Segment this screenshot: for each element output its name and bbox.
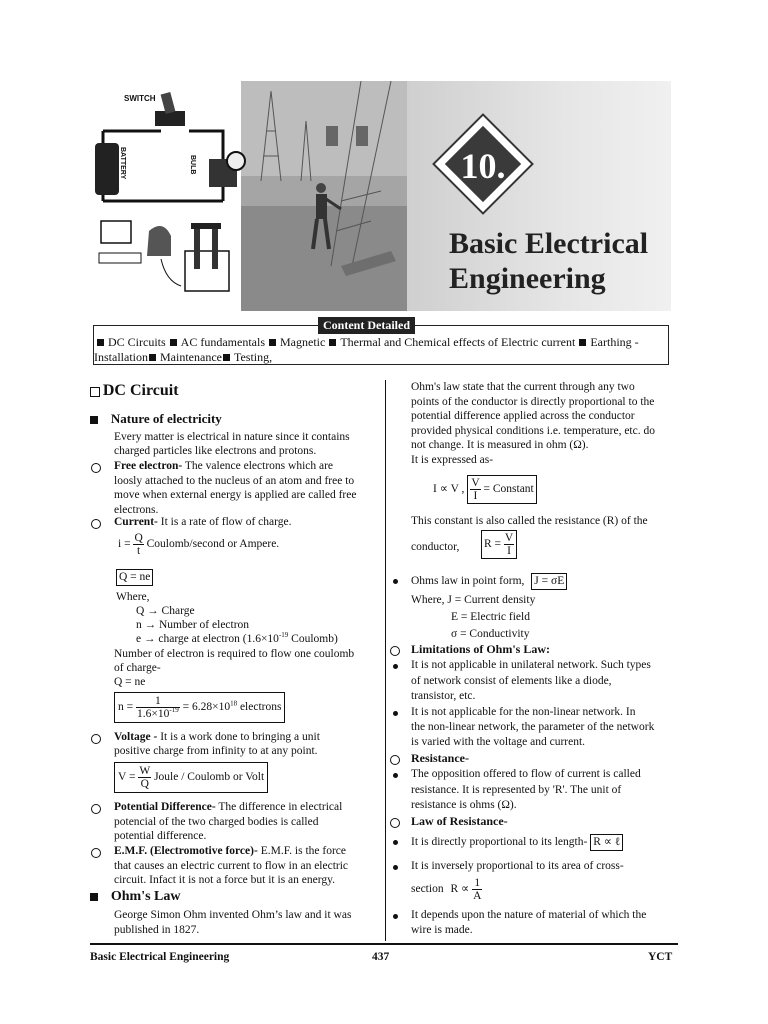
dot-bullet-icon: [393, 914, 398, 919]
text-line: E.M.F. (Electromotive force)- E.M.F. is the force: [114, 845, 346, 857]
text-line: Voltage - It is a work done to bringing a unit: [114, 731, 320, 743]
footer-publisher: YCT: [648, 951, 673, 963]
circle-bullet-icon: [91, 463, 101, 473]
boxed-equation-r: R = $\frac{V}{I}$: [481, 530, 517, 559]
chapter-title: [449, 226, 648, 296]
chapter-title-line2: Engineering: [449, 262, 606, 295]
chapter-number: 10.: [460, 146, 506, 186]
square-bullet-icon: [329, 339, 336, 346]
circle-bullet-icon: [390, 755, 400, 765]
text-line: It depends upon the nature of material of which the: [411, 909, 647, 921]
text-line: points of the conductor is directly proportional to the: [411, 396, 655, 408]
topic-item: Installation: [94, 350, 148, 364]
text-line: The opposition offered to flow of current is called: [411, 768, 641, 780]
text-line: Ohm's law state that the current through any two: [411, 381, 635, 393]
chapter-title-line1: Basic Electrical: [449, 227, 649, 260]
heading-resistance: Resistance-: [411, 751, 469, 765]
heading-limitations: Limitations of Ohm's Law:: [411, 642, 551, 656]
boxed-equation-q: Q = ne: [116, 569, 153, 586]
text-line: potential difference.: [114, 830, 207, 842]
svg-text:BULB: BULB: [189, 155, 196, 175]
text-line: resistance. It is represented by 'R'. The unit of: [411, 784, 622, 796]
boxed-equation-n: n = $\frac{1}{1.6\times 10^{-19}}$ = $6.28\times 10^{18}$ electrons: [114, 692, 285, 723]
dot-bullet-icon: [393, 711, 398, 716]
square-bullet-icon: [223, 354, 230, 361]
dot-bullet-icon: [393, 579, 398, 584]
text-line: This constant is also called the resistance (R) of the: [411, 515, 648, 527]
text-line: charged particles like electrons and protons.: [114, 445, 317, 457]
topic-item: Magnetic: [280, 335, 326, 349]
text-line: Current- It is a rate of flow of charge.: [114, 516, 292, 528]
square-bullet-icon: [269, 339, 276, 346]
text-line: that causes an electric current to flow in an electric: [114, 860, 349, 872]
text-line: section R ∝ $\frac{1}{A}$: [411, 877, 482, 902]
dot-bullet-icon: [393, 664, 398, 669]
text-line: of network consist of elements like a diode,: [411, 675, 612, 687]
text-line: of charge-: [114, 662, 161, 674]
text-line: n → Number of electron: [136, 619, 250, 631]
topic-item: Testing,: [233, 350, 273, 364]
text-line: Where,: [116, 591, 150, 603]
text-line: It is inversely proportional to its area of cross-: [411, 860, 624, 872]
circle-bullet-icon: [91, 804, 101, 814]
svg-text:BATTERY: BATTERY: [119, 147, 126, 180]
text-line: published in 1827.: [114, 924, 200, 936]
text-line: not change. It is measured in ohm (Ω).: [411, 439, 589, 451]
text-line: Potential Difference- The difference in electrical: [114, 801, 343, 813]
heading-nature-of-electricity: Nature of electricity: [90, 412, 222, 428]
chapter-illustration: [91, 81, 407, 311]
dot-bullet-icon: [393, 773, 398, 778]
section-heading-dc-circuit: DC Circuit: [90, 384, 179, 400]
text-line: Q → Charge: [136, 605, 195, 617]
text-line: is varied with the voltage and current.: [411, 736, 586, 748]
text-line: σ = Conductivity: [451, 628, 530, 640]
dot-bullet-icon: [393, 840, 398, 845]
text-line: Where, J = Current density: [411, 594, 536, 606]
text-line: Every matter is electrical in nature since it contains: [114, 431, 350, 443]
circle-bullet-icon: [390, 818, 400, 828]
column-divider: [385, 380, 386, 941]
dot-bullet-icon: [393, 865, 398, 870]
topic-item: Earthing -: [590, 335, 639, 349]
text-line: potencial of the two charged bodies is called: [114, 816, 319, 828]
text-line: the non-linear network, the parameter of the network: [411, 721, 655, 733]
footer-rule: [90, 943, 678, 945]
text-line: circuit. Infact it is not a force but it is an energy.: [114, 874, 335, 886]
svg-text:SWITCH: SWITCH: [124, 94, 156, 103]
text-line: provided physical conditions i.e. temperature, etc. do: [411, 425, 655, 437]
text-line: Number of electron is required to flow one coulomb: [114, 648, 355, 660]
square-bullet-icon: [149, 354, 156, 361]
equation-proportional: I ∝ V , $\frac{V}{I}$ = Constant: [433, 475, 537, 504]
page-number: 437: [372, 951, 390, 963]
circle-bullet-icon: [91, 734, 101, 744]
text-line: George Simon Ohm invented Ohm’s law and it was: [114, 909, 352, 921]
boxed-equation-voltage: V = $\frac{W}{Q}$ Joule / Coulomb or Volt: [114, 762, 268, 793]
text-line: It is not applicable in unilateral network. Such types: [411, 659, 651, 671]
circle-bullet-icon: [390, 646, 400, 656]
text-line: It is directly proportional to its length- R ∝ ℓ: [411, 834, 623, 851]
electrical-illustration-image: [91, 81, 407, 311]
text-line: conductor,: [411, 541, 460, 553]
square-bullet-icon: [579, 339, 586, 346]
topic-item: Maintenance: [160, 350, 222, 364]
text-line: resistance is ohms (Ω).: [411, 799, 517, 811]
heading-law-of-resistance: Law of Resistance-: [411, 814, 508, 828]
circle-bullet-icon: [91, 519, 101, 529]
content-detailed-badge: Content Detailed: [318, 317, 415, 334]
text-line: E = Electric field: [451, 611, 530, 623]
footer-book-title: Basic Electrical Engineering: [90, 951, 230, 963]
heading-ohms-law: Ohm's Law: [90, 890, 181, 905]
equation-current: i = $\frac{Q}{t}$ Coulomb/second or Ampere.: [118, 532, 280, 557]
topic-item: Thermal and Chemical effects of Electric current: [340, 335, 576, 349]
text-line: e → charge at electron ($1.6\times 10^{-19}$ Coulomb): [136, 631, 338, 645]
square-bullet-icon: [97, 339, 104, 346]
text-line: potential difference applied across the conductor: [411, 410, 635, 422]
circle-bullet-icon: [91, 848, 101, 858]
text-line: Ohms law in point form, J = σE: [411, 573, 567, 590]
text-line: Q = ne: [114, 676, 146, 688]
square-bullet-icon: [90, 416, 98, 424]
topic-item: AC fundamentals: [180, 335, 265, 349]
text-line: loosly attached to the nucleus of an atom and free to: [114, 475, 355, 487]
text-line: electrons.: [114, 504, 159, 516]
text-line: wire is made.: [411, 924, 473, 936]
text-line: It is expressed as-: [411, 454, 494, 466]
text-line: transistor, etc.: [411, 690, 476, 702]
text-line: Free electron- The valence electrons which are: [114, 460, 334, 472]
square-bullet-icon: [170, 339, 177, 346]
text-line: move when external energy is applied are called free: [114, 489, 357, 501]
checkbox-outline-icon: [90, 387, 100, 397]
topic-item: DC Circuits: [108, 335, 166, 349]
text-line: positive charge from infinity to at any point.: [114, 745, 318, 757]
text-line: It is not applicable for the non-linear network. In: [411, 706, 636, 718]
square-bullet-icon: [90, 893, 98, 901]
